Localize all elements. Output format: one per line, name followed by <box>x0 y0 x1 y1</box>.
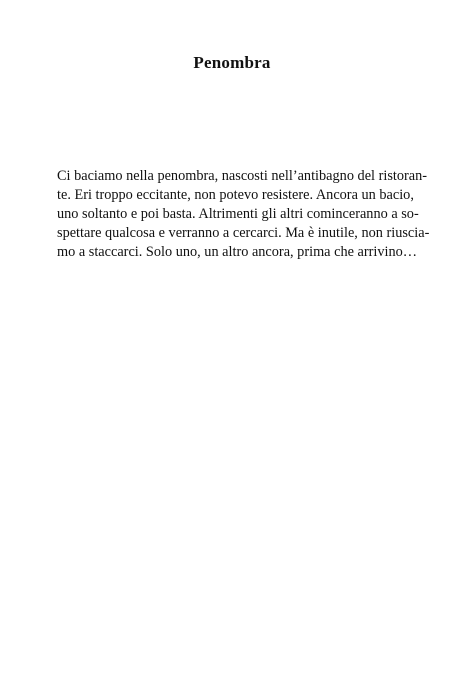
paragraph-line: te. Eri troppo eccitante, non potevo resistere. Ancora un bacio, <box>57 187 414 203</box>
paragraph-line: uno soltanto e poi basta. Altrimenti gli altri cominceranno a so- <box>57 206 419 222</box>
chapter-title: Penombra <box>193 53 271 72</box>
paragraph-line: Ci baciamo nella penombra, nascosti nell’antibagno del ristoran- <box>57 168 428 184</box>
paragraph-line: mo a staccarci. Solo uno, un altro ancora, prima che arrivino… <box>57 244 418 260</box>
chapter-paragraph <box>57 167 430 262</box>
paragraph-line: spettare qualcosa e verranno a cercarci. Ma è inutile, non riuscia- <box>57 225 430 241</box>
